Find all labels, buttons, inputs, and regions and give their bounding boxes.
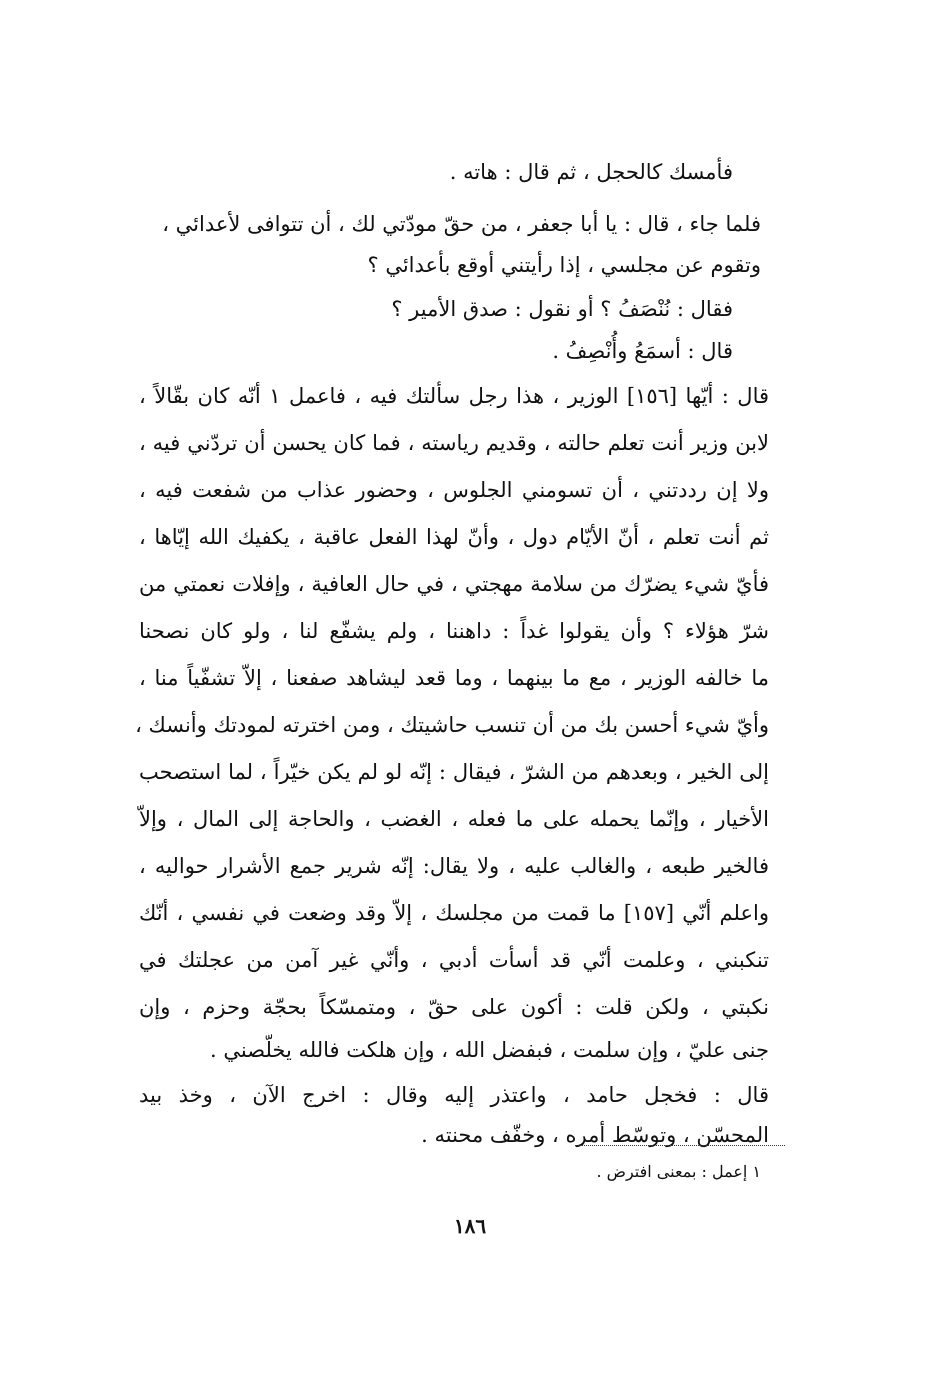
text-line: فأيّ شيء يضرّك من سلامة مهجتي ، في حال العافية ، وإفلات نعمتي من xyxy=(139,572,769,596)
text-line: الأخيار ، وإنّما يحمله على ما فعله ، الغضب ، والحاجة إلى المال ، وإلاّ xyxy=(139,807,769,831)
text-line: ثم أنت تعلم ، أنّ الأيّام دول ، وأنّ لهذا الفعل عاقبة ، يكفيك الله إيّاها ، xyxy=(139,525,769,549)
text-line: فالخير طبعه ، والغالب عليه ، ولا يقال: إنّه شرير جمع الأشرار حواليه ، xyxy=(139,854,769,878)
page-number: ١٨٦ xyxy=(453,1214,487,1238)
text-line: واعلم أنّي [١٥٧] ما قمت من مجلسك ، إلاّ وقد وضعت في نفسي ، أنّك xyxy=(139,901,769,925)
text-line: تنكبني ، وعلمت أنّي قد أسأت أدبي ، وأنّي غير آمن من عجلتك في xyxy=(139,948,769,972)
text-line: ولا إن رددتني ، أن تسومني الجلوس ، وحضور عذاب من شفعت فيه ، xyxy=(139,478,769,502)
footnote: ١ إعمل : بمعنى افترض . xyxy=(596,1162,761,1181)
text-line: قال : أسمَعُ وأُنْصِفُ . xyxy=(552,339,733,363)
text-line: إلى الخير ، وبعدهم من الشرّ ، فيقال : إنّه لو لم يكن خيّراً ، لما استصحب xyxy=(139,760,769,784)
text-line: لابن وزير أنت تعلم حالته ، وقديم رياسته ، فما كان يحسن أن تردّني فيه ، xyxy=(139,431,769,455)
text-line: ما خالفه الوزير ، مع ما بينهما ، وما قعد ليشاهد صفعنا ، إلاّ تشفّياً منا ، xyxy=(139,666,769,690)
text-line: قال : فخجل حامد ، واعتذر إليه وقال : اخرج الآن ، وخذ بيد xyxy=(139,1083,769,1107)
footnote-divider xyxy=(575,1145,785,1146)
text-line: شرّ هؤلاء ؟ وأن يقولوا غداً : داهننا ، ولم يشفّع لنا ، ولو كان نصحنا xyxy=(139,619,769,643)
text-line: فأمسك كالحجل ، ثم قال : هاته . xyxy=(449,160,733,184)
text-line: المحسّن ، وتوسّط أمره ، وخفّف محنته . xyxy=(421,1123,769,1147)
text-line: نكبتي ، ولكن قلت : أكون على حقّ ، ومتمسّكاً بحجّة وحزم ، وإن xyxy=(139,995,769,1019)
text-line: وأيّ شيء أحسن بك من أن تنسب حاشيتك ، ومن اخترته لمودتك وأنسك ، xyxy=(135,713,769,737)
text-line: جنى عليّ ، وإن سلمت ، فبفضل الله ، وإن هلكت فالله يخلّصني . xyxy=(210,1038,769,1062)
text-line: فلما جاء ، قال : يا أبا جعفر ، من حقّ مودّتي لك ، أن تتوافى لأعدائي ، xyxy=(162,212,761,236)
text-line: وتقوم عن مجلسي ، إذا رأيتني أوقع بأعدائي ؟ xyxy=(367,253,761,277)
text-line: قال : أيّها [١٥٦] الوزير ، هذا رجل سألتك فيه ، فاعمل ١ أنّه كان بقّالاً ، xyxy=(139,384,770,408)
text-line: فقال : نُنْصَفُ ؟ أو نقول : صدق الأمير ؟ xyxy=(391,297,733,321)
